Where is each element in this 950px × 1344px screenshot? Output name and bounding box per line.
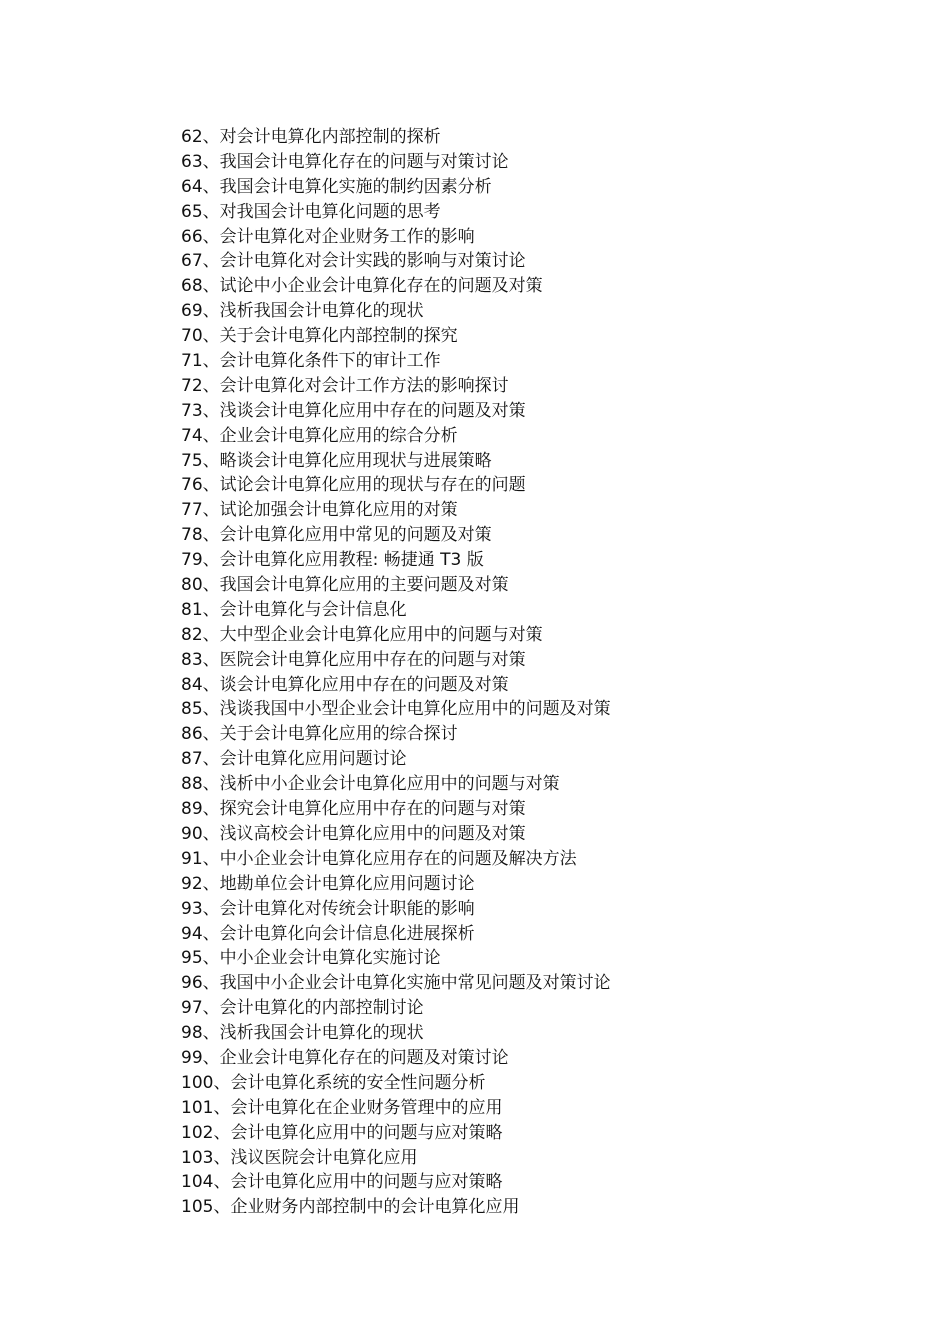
- list-item: 72、会计电算化对会计工作方法的影响探讨: [181, 375, 509, 396]
- list-item: 62、对会计电算化内部控制的探析: [181, 127, 441, 147]
- list-item: 88、浅析中小企业会计电算化应用中的问题与对策: [181, 774, 560, 795]
- list-item: 94、会计电算化向会计信息化进展探析: [181, 923, 475, 944]
- list-item: 91、中小企业会计电算化应用存在的问题及解决方法: [181, 848, 577, 869]
- list-item: 98、浅析我国会计电算化的现状: [181, 1023, 424, 1044]
- list-item: 81、会计电算化与会计信息化: [181, 599, 407, 620]
- list-item: 89、探究会计电算化应用中存在的问题与对策: [181, 799, 526, 820]
- list-item: 76、试论会计电算化应用的现状与存在的问题: [181, 475, 526, 496]
- list-item: 85、浅谈我国中小型企业会计电算化应用中的问题及对策: [181, 699, 611, 720]
- list-item: 74、企业会计电算化应用的综合分析: [181, 425, 458, 446]
- list-item: 79、会计电算化应用教程: 畅捷通 T3 版: [181, 550, 484, 571]
- list-item: 65、对我国会计电算化问题的思考: [181, 201, 441, 222]
- list-item: 97、会计电算化的内部控制讨论: [181, 998, 424, 1019]
- list-item: 73、浅谈会计电算化应用中存在的问题及对策: [181, 400, 526, 421]
- list-item: 82、大中型企业会计电算化应用中的问题与对策: [181, 624, 543, 645]
- list-item: 90、浅议高校会计电算化应用中的问题及对策: [181, 823, 526, 844]
- list-item: 93、会计电算化对传统会计职能的影响: [181, 898, 475, 919]
- list-item: 75、略谈会计电算化应用现状与进展策略: [181, 450, 492, 471]
- list-item: 101、会计电算化在企业财务管理中的应用: [181, 1097, 503, 1118]
- list-item: 63、我国会计电算化存在的问题与对策讨论: [181, 151, 509, 172]
- list-item: 92、地勘单位会计电算化应用问题讨论: [181, 873, 475, 894]
- list-item: 105、企业财务内部控制中的会计电算化应用: [181, 1197, 520, 1218]
- list-item: 96、我国中小企业会计电算化实施中常见问题及对策讨论: [181, 973, 611, 994]
- list-item: 95、中小企业会计电算化实施讨论: [181, 948, 441, 969]
- list-item: 83、医院会计电算化应用中存在的问题与对策: [181, 649, 526, 670]
- list-item: 84、谈会计电算化应用中存在的问题及对策: [181, 674, 509, 695]
- list-item: 77、试论加强会计电算化应用的对策: [181, 500, 458, 521]
- list-item: 102、会计电算化应用中的问题与应对策略: [181, 1122, 503, 1143]
- list-item: 70、关于会计电算化内部控制的探究: [181, 326, 458, 347]
- list-item: 80、我国会计电算化应用的主要问题及对策: [181, 575, 509, 596]
- list-item: 103、浅议医院会计电算化应用: [181, 1147, 418, 1168]
- list-item: 71、会计电算化条件下的审计工作: [181, 351, 441, 372]
- list-item: 66、会计电算化对企业财务工作的影响: [181, 226, 475, 247]
- list-item: 104、会计电算化应用中的问题与应对策略: [181, 1172, 503, 1193]
- list-item: 69、浅析我国会计电算化的现状: [181, 301, 424, 322]
- list-item: 86、关于会计电算化应用的综合探讨: [181, 724, 458, 745]
- list-item: 64、我国会计电算化实施的制约因素分析: [181, 176, 492, 197]
- list-item: 68、试论中小企业会计电算化存在的问题及对策: [181, 276, 543, 297]
- list-item: 100、会计电算化系统的安全性问题分析: [181, 1072, 486, 1093]
- topic-list: [181, 125, 611, 1220]
- list-item: 78、会计电算化应用中常见的问题及对策: [181, 525, 492, 546]
- list-item: 67、会计电算化对会计实践的影响与对策讨论: [181, 251, 526, 272]
- list-item: 99、企业会计电算化存在的问题及对策讨论: [181, 1047, 509, 1068]
- list-item: 87、会计电算化应用问题讨论: [181, 749, 407, 770]
